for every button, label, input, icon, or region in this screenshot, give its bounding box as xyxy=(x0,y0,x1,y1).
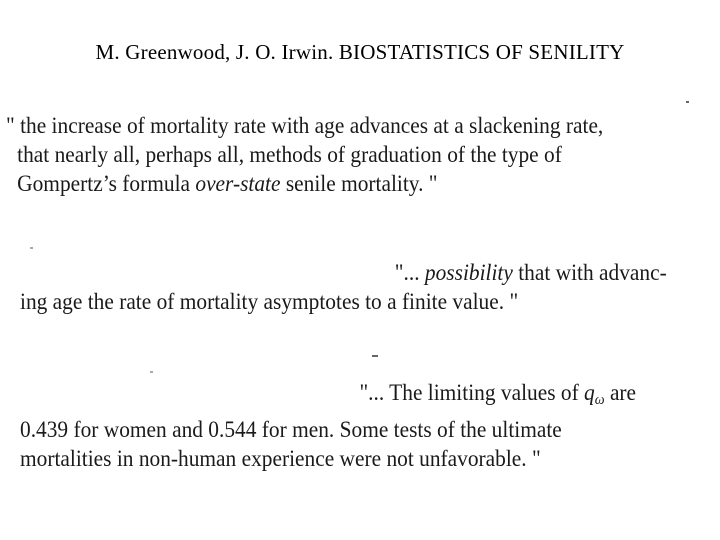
quote-line: " the increase of mortality rate with age advances at a slackening rate, xyxy=(6,113,604,138)
quote-line xyxy=(20,378,636,415)
slide-title: M. Greenwood, J. O. Irwin. BIOSTATISTICS OF SENILITY xyxy=(95,40,625,64)
quote-line: mortalities in non-human experience were not unfavorable. " xyxy=(20,446,541,471)
quote-line: ing age the rate of mortality asymptotes to a finite value. " xyxy=(20,289,519,314)
quote-line xyxy=(20,258,667,287)
scan-speck xyxy=(30,247,33,249)
quote-text: "... xyxy=(394,260,425,285)
quote-text: that with advanc- xyxy=(512,260,667,285)
math-q-symbol: q xyxy=(584,380,595,405)
quote-text: senile mortality. " xyxy=(280,171,438,196)
scan-speck xyxy=(150,371,153,373)
quote-italic-text: possibility xyxy=(424,260,513,285)
quote-line xyxy=(6,169,603,198)
math-subscript-omega: ω xyxy=(594,392,605,408)
quote-text: Gompertz’s formula xyxy=(17,171,196,196)
scan-speck xyxy=(686,101,689,103)
quote-text: are xyxy=(604,380,637,405)
quote-line: 0.439 for women and 0.544 for men. Some tests of the ultimate xyxy=(20,417,562,442)
quote-gompertz-overstate xyxy=(6,111,603,198)
quote-text: "... The limiting values of xyxy=(359,380,585,405)
scan-speck xyxy=(372,355,378,357)
quote-line: that nearly all, perhaps all, methods of graduation of the type of xyxy=(17,142,562,167)
quote-italic-text: over-state xyxy=(195,171,281,196)
quote-asymptote xyxy=(20,258,667,316)
quote-limiting-values xyxy=(20,378,636,473)
